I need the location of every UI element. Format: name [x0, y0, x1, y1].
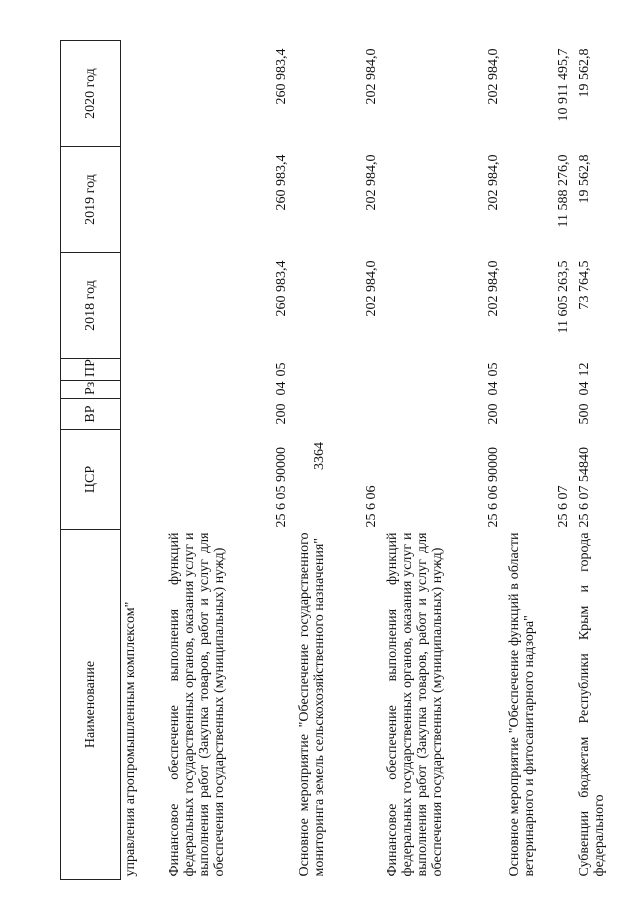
row-rz	[501, 381, 571, 399]
row-name: управления агропромышленным комплексом"	[123, 601, 138, 877]
header-pr: ПР	[61, 359, 121, 381]
row-csr: 25 6 06	[363, 485, 379, 528]
row-name: Основное мероприятие "Обеспечение государственного мониторинга земель сельскохозяйственного назначения"	[296, 532, 327, 877]
table-row	[501, 41, 571, 880]
row-pr	[121, 359, 167, 381]
row-2019: 202 984,0	[485, 154, 501, 211]
row-2020: 260 983,4	[273, 48, 289, 105]
row-pr: 12	[576, 362, 592, 377]
row-vr	[289, 399, 379, 430]
row-2020: 202 984,0	[363, 48, 379, 105]
table-body	[121, 41, 607, 880]
row-2019: 11 588 276,0	[555, 154, 571, 228]
rotated-page	[60, 40, 607, 880]
row-pr: 05	[273, 362, 289, 377]
row-2018	[121, 253, 167, 359]
row-2020: 10 911 495,7	[555, 48, 571, 122]
row-name: Субвенции бюджетам Республики Крым и города федерального	[576, 532, 607, 877]
row-rz	[121, 381, 167, 399]
row-vr: 200	[485, 403, 501, 425]
row-pr	[501, 359, 571, 381]
header-name: Наименование	[61, 530, 121, 880]
page-number-text: 3364	[312, 442, 327, 470]
header-2018: 2018 год	[61, 253, 121, 359]
row-pr	[289, 359, 379, 381]
row-2020	[121, 41, 167, 147]
table-row	[379, 41, 501, 880]
row-2018: 260 983,4	[273, 260, 289, 317]
row-rz: 04	[576, 381, 592, 396]
row-csr: 25 6 05 90000	[273, 447, 289, 528]
row-csr: 25 6 07 54840	[576, 447, 592, 528]
row-csr: 25 6 06 90000	[485, 447, 501, 528]
table-row	[289, 41, 379, 880]
row-name: Финансовое обеспечение выполнения функций федеральных государственных органов, оказания услуг и выполнения работ (Закупка товаров, работ и услуг для обеспечения государственных (муниципальных) нужд)	[384, 532, 445, 877]
row-2018: 202 984,0	[363, 260, 379, 317]
row-2018: 73 764,5	[576, 260, 592, 310]
table-row	[121, 41, 167, 880]
row-2019: 260 983,4	[273, 154, 289, 211]
row-name: Финансовое обеспечение выполнения функций федеральных государственных органов, оказания услуг и выполнения работ (Закупка товаров, работ и услуг для обеспечения государственных (муниципальных) нужд)	[166, 532, 227, 877]
row-csr	[121, 430, 167, 530]
row-vr	[121, 399, 167, 430]
row-2018: 202 984,0	[485, 260, 501, 317]
row-rz: 04	[273, 381, 289, 396]
header-rz: Рз	[61, 381, 121, 399]
header-2019: 2019 год	[61, 147, 121, 253]
row-2019: 202 984,0	[363, 154, 379, 211]
table-row	[571, 41, 607, 880]
table-row	[167, 41, 289, 880]
row-2020: 202 984,0	[485, 48, 501, 105]
row-2019: 19 562,8	[576, 154, 592, 204]
row-2018: 11 605 263,5	[555, 260, 571, 334]
header-csr: ЦСР	[61, 430, 121, 530]
header-2020: 2020 год	[61, 41, 121, 147]
row-vr	[501, 399, 571, 430]
budget-table	[60, 40, 607, 880]
row-2019	[121, 147, 167, 253]
row-rz	[289, 381, 379, 399]
row-vr: 500	[576, 403, 592, 425]
header-vr: ВР	[61, 399, 121, 430]
row-pr: 05	[485, 362, 501, 377]
row-vr: 200	[273, 403, 289, 425]
table-header	[61, 41, 121, 880]
row-2020: 19 562,8	[576, 48, 592, 98]
row-name: Основное мероприятие "Обеспечение функций в области ветеринарного и фитосанитарного надзора"	[506, 532, 537, 877]
row-rz: 04	[485, 381, 501, 396]
row-csr: 25 6 07	[555, 485, 571, 528]
